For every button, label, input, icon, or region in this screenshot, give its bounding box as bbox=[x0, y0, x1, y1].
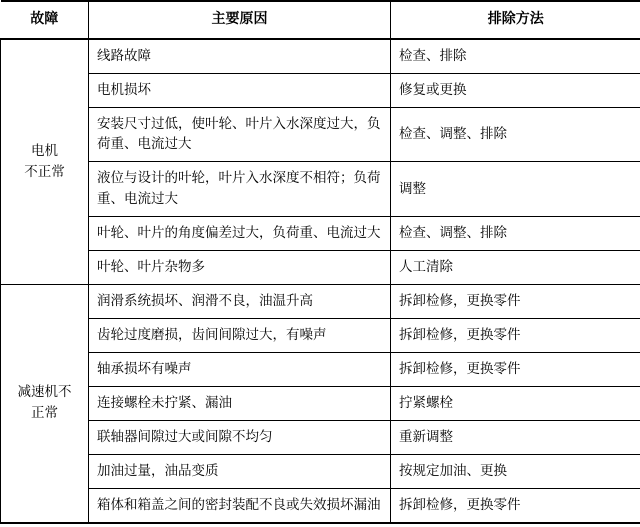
table-row bbox=[1, 217, 640, 251]
table-row bbox=[1, 73, 640, 107]
column-header-remedy: 排除方法 bbox=[391, 1, 640, 39]
table-row bbox=[1, 162, 640, 217]
remedy-cell: 检查、调整、排除 bbox=[391, 217, 640, 251]
remedy-cell: 修复或更换 bbox=[391, 73, 640, 107]
remedy-cell: 重新调整 bbox=[391, 420, 640, 454]
remedy-cell: 检查、调整、排除 bbox=[391, 107, 640, 162]
cause-cell: 电机损坏 bbox=[89, 73, 391, 107]
table-header bbox=[1, 1, 640, 39]
cause-cell: 润滑系统损坏、润滑不良，油温升高 bbox=[89, 285, 391, 319]
table-row bbox=[1, 251, 640, 285]
remedy-cell: 拆卸检修，更换零件 bbox=[391, 285, 640, 319]
fault-group-cell bbox=[1, 285, 89, 523]
table-row bbox=[1, 488, 640, 522]
remedy-cell: 拆卸检修，更换零件 bbox=[391, 488, 640, 522]
remedy-cell: 拧紧螺栓 bbox=[391, 386, 640, 420]
fault-group-label: 减速机不 bbox=[17, 384, 72, 401]
table-row bbox=[1, 454, 640, 488]
remedy-cell: 拆卸检修，更换零件 bbox=[391, 352, 640, 386]
table-row bbox=[1, 318, 640, 352]
table-row bbox=[1, 107, 640, 162]
column-header-cause: 主要原因 bbox=[89, 1, 391, 39]
table-row bbox=[1, 285, 640, 319]
cause-cell: 轴承损坏有噪声 bbox=[89, 352, 391, 386]
cause-cell: 箱体和箱盖之间的密封装配不良或失效损坏漏油 bbox=[89, 488, 391, 522]
cause-cell: 齿轮过度磨损，齿间间隙过大，有噪声 bbox=[89, 318, 391, 352]
table-row bbox=[1, 352, 640, 386]
fault-group-label: 不正常 bbox=[24, 163, 65, 180]
table-body bbox=[1, 39, 640, 523]
column-header-fault: 故障 bbox=[1, 1, 89, 39]
cause-cell: 叶轮、叶片的角度偏差过大，负荷重、电流过大 bbox=[89, 217, 391, 251]
table-row bbox=[1, 39, 640, 73]
table-row bbox=[1, 420, 640, 454]
fault-group-label: 正常 bbox=[31, 405, 58, 422]
remedy-cell: 人工清除 bbox=[391, 251, 640, 285]
fault-group-cell bbox=[1, 39, 89, 285]
cause-cell: 加油过量，油品变质 bbox=[89, 454, 391, 488]
remedy-cell: 检查、排除 bbox=[391, 39, 640, 73]
cause-cell: 叶轮、叶片杂物多 bbox=[89, 251, 391, 285]
cause-cell: 连接螺栓未拧紧、漏油 bbox=[89, 386, 391, 420]
table-header-row bbox=[1, 1, 640, 39]
remedy-cell: 按规定加油、更换 bbox=[391, 454, 640, 488]
fault-group-label: 电机 bbox=[31, 142, 58, 159]
remedy-cell: 调整 bbox=[391, 162, 640, 217]
cause-cell: 安装尺寸过低，使叶轮、叶片入水深度过大，负荷重、电流过大 bbox=[89, 107, 391, 162]
cause-cell: 线路故障 bbox=[89, 39, 391, 73]
cause-cell: 液位与设计的叶轮，叶片入水深度不相符；负荷重、电流过大 bbox=[89, 162, 391, 217]
table-row bbox=[1, 386, 640, 420]
remedy-cell: 拆卸检修，更换零件 bbox=[391, 318, 640, 352]
cause-cell: 联轴器间隙过大或间隙不均匀 bbox=[89, 420, 391, 454]
